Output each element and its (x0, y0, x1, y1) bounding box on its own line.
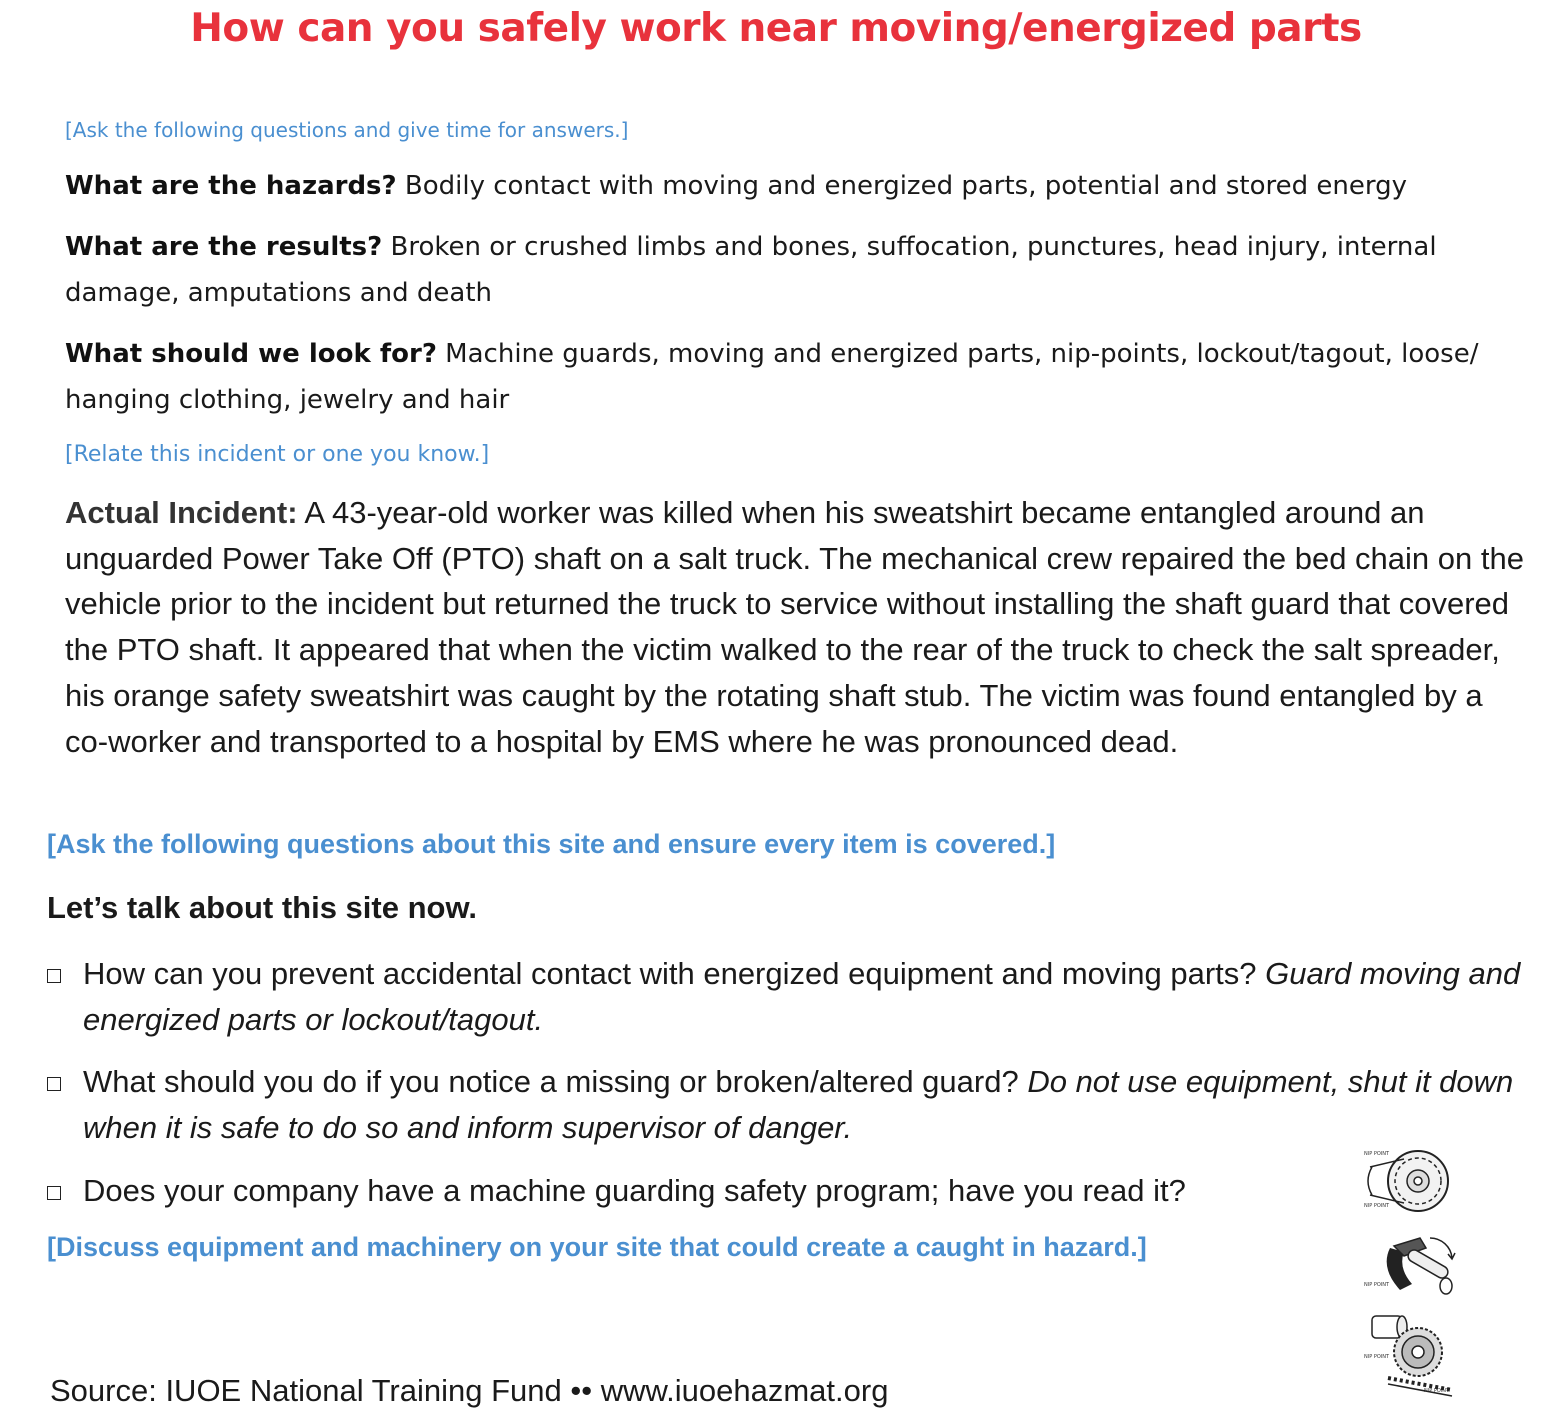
qa-answer: Bodily contact with moving and energized parts, potential and stored energy (396, 171, 1407, 201)
checklist-answer: Do not use equipment, shut it down when it is safe to do so and inform supervisor of danger. (83, 1064, 1514, 1145)
qa-answer: Broken or crushed limbs and bones, suffocation, punctures, head injury, internal damage, amputations and death (65, 232, 1437, 308)
incident-label: Actual Incident: (65, 495, 298, 530)
checkbox[interactable] (47, 1077, 61, 1091)
qa-look-for (65, 331, 1525, 423)
incident-text: A 43-year-old worker was killed when his sweatshirt became entangled around an unguarded Power Take Off (PTO) shaft on a salt truck. The mechanical crew repaired the bed chain on the vehicle prior to the incident but returned the truck to service without installing the shaft guard that covered the PTO shaft. It appeared that when the victim walked to the rear of the truck to check the salt spreader, his orange safety sweatshirt was caught by the rotating shaft stub. The victim was found entangled by a co-worker and transported to a hospital by EMS where he was pronounced dead. (65, 495, 1524, 759)
checkbox[interactable] (47, 1186, 61, 1200)
checklist-item (47, 951, 1527, 1046)
checklist-question: How can you prevent accidental contact with energized equipment and moving parts? (83, 956, 1266, 991)
checklist-question: What should you do if you notice a missing or broken/altered guard? (83, 1064, 1028, 1099)
qa-question: What are the hazards? (65, 171, 397, 201)
qa-question: What should we look for? (65, 339, 437, 369)
nip-point-gears-icon (1360, 1308, 1460, 1400)
nip-point-chain-icon (1360, 1228, 1460, 1308)
source-footer: Source: IUOE National Training Fund •• www.iuoehazmat.org (50, 1373, 889, 1408)
incident-paragraph (65, 490, 1530, 764)
checklist-answer: Guard moving and energized parts or lockout/tagout. (83, 956, 1521, 1037)
nip-point-label: NIP POINT (1364, 1282, 1390, 1288)
nip-point-label: NIP POINT (1364, 1151, 1390, 1157)
nip-point-pulley-icon (1360, 1145, 1460, 1217)
nip-point-label: NIP POINT (1424, 1388, 1450, 1394)
checklist-item (47, 1059, 1527, 1154)
page-title: How can you safely work near moving/energized parts (190, 6, 1362, 51)
nip-point-label: NIP POINT (1364, 1203, 1390, 1209)
nip-point-label: NIP POINT (1364, 1354, 1390, 1360)
facilitator-note-ask: [Ask the following questions and give time for answers.] (65, 118, 629, 142)
checklist-item (47, 1168, 1527, 1218)
qa-hazards (65, 163, 1525, 209)
qa-answer: Machine guards, moving and energized parts, nip-points, lockout/tagout, loose/ hanging clothing, jewelry and hair (65, 339, 1479, 415)
site-heading: Let’s talk about this site now. (47, 890, 478, 925)
checklist-question: Does your company have a machine guarding safety program; have you read it? (83, 1173, 1186, 1208)
facilitator-note-relate: [Relate this incident or one you know.] (65, 442, 490, 467)
qa-results (65, 224, 1525, 316)
checkbox[interactable] (47, 969, 61, 983)
facilitator-note-site: [Ask the following questions about this site and ensure every item is covered.] (47, 829, 1056, 859)
facilitator-note-discuss: [Discuss equipment and machinery on your site that could create a caught in hazard.] (47, 1232, 1147, 1262)
qa-question: What are the results? (65, 232, 383, 262)
